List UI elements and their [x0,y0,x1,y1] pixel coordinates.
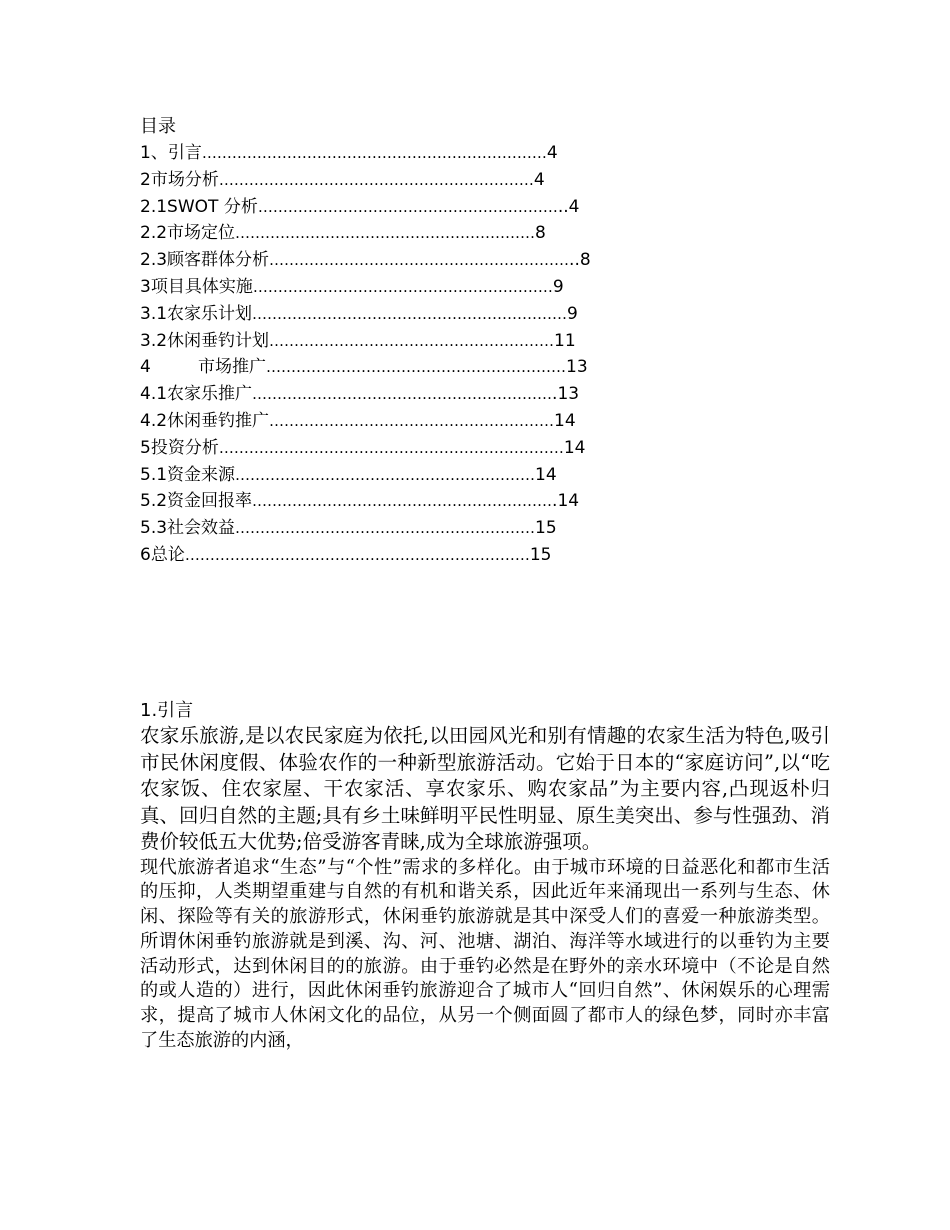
toc-entry-page: .14 [552,491,580,512]
toc-entry [140,462,820,489]
toc-title: 目录 [140,116,176,137]
toc-entry-leader: …………………………………………………… [235,519,536,538]
toc-entry-leader: …………………………………………………… [252,492,553,511]
toc-entry-label: 市场定位 [167,223,236,244]
toc-entry-page: 11 [554,330,576,351]
toc-entry-number: 3.2 [140,330,168,351]
toc-entry-label: 总论 [150,544,185,565]
toc-entry-number: 5.1 [140,464,168,485]
toc-entry-number: 4.1 [140,384,168,405]
toc-entry-number: 2.2 [140,223,168,244]
toc-entry-label: 农家乐计划 [167,303,253,324]
toc-entry-number: 5.3 [140,518,168,539]
toc-entry [140,301,820,328]
toc-entry [140,328,820,355]
toc-entry-number: 2.3 [140,250,168,271]
intro-section [140,698,830,1054]
toc-entry-label: 项目具体实施 [150,276,253,297]
toc-entry [140,515,820,542]
toc-entry-label: 顾客群体分析 [167,250,270,271]
toc-entry [140,381,820,408]
toc-entry-leader: ………………………………………………… [269,411,555,430]
toc-entry-leader: …………………………………………………… [266,358,566,377]
toc-entry-leader: …………………………………………………… [235,465,536,484]
toc-entry [140,247,820,274]
toc-entry-page: ..4 [557,196,580,217]
toc-entry [140,194,820,221]
toc-entry [140,220,820,247]
body-paragraph: 现代旅游者追求“生态”与“个性”需求的多样化。由于城市环境的日益恶化和都市生活的压抑，人类期望重建与自然的有机和谐关系，因此近年来涌现出一系列与生态、休闲、探险等有关的旅游形式，休闲垂钓旅游就是其中深受人们的喜爱一种旅游类型。所谓休闲垂钓旅游就是到溪、沟、河、池塘、湖泊、海洋等水域进行的以垂钓为主要活动形式，达到休闲目的的旅游。由于垂钓必然是在野外的亲水环境中（不论是自然的或人造的）进行，因此休闲垂钓旅游迎合了城市人“回归自然”、休闲娱乐的心理需求，提高了城市人休闲文化的品位，从另一个侧面圆了都市人的绿色梦，同时亦丰富了生态旅游的内涵， [140,856,830,1052]
toc-entry-leader: …………………………………………………… [252,277,553,296]
toc-entry-number: 2.1 [140,196,168,217]
toc-entry-leader: …………………………………………………………… [218,438,564,457]
toc-entry-leader: ………………………………………………… [269,331,555,350]
toc-entry-label: 社会效益 [167,518,236,539]
toc-entry-label: SWOT 分析 [167,196,258,217]
toc-entry-leader: ……………………………………………………… [218,170,534,189]
toc-entry-page: 15 [535,518,557,539]
toc-entry-leader: ……………………………………………………… [252,304,568,323]
toc-entry-leader: …………………………………………………… [257,197,558,216]
toc-entry [140,435,820,462]
toc-entry-number: 4 [140,357,151,378]
toc-entry-label: 资金回报率 [167,491,253,512]
toc-entry [140,408,820,435]
toc-entry-leader: …………………………………………………………… [184,545,530,564]
toc-entry-number: 1、 [140,143,168,163]
toc-entry-label: 资金来源 [167,464,236,485]
toc-entry-label: 市场分析 [150,169,219,190]
toc-entry [140,140,820,167]
toc-entry-number: 5.2 [140,491,168,512]
toc-entry-page: 4 [546,143,558,163]
toc-entry-number: 3 [140,276,151,297]
toc-entry [140,274,820,301]
toc-entry-label: 休闲垂钓计划 [167,330,270,351]
toc-entry-leader: …………………………………………………………… [201,144,547,162]
toc-entry-page: 4 [533,169,545,190]
toc-entry [140,542,820,569]
toc-entry-page: 9 [567,303,578,324]
toc-entry-page: 13 [566,357,588,378]
toc-entry-page: 8 [535,223,546,244]
toc-entry-label: 引言 [167,143,202,163]
toc-entry-number: 5 [140,437,151,458]
toc-entry-page: 15 [529,544,552,565]
toc-entry-number: 3.1 [140,303,168,324]
toc-entry [140,488,820,515]
toc-entry [140,167,820,194]
toc-entry-label: 投资分析 [150,437,219,458]
toc-entry-label: 市场推广 [198,357,266,378]
toc-entry-leader: …………………………………………………… [269,251,570,270]
toc-entry-page: 9 [552,276,564,297]
toc-entry-page: 14 [554,410,576,431]
toc-entry-number: 6 [140,544,151,565]
toc-entry-page: 14 [563,437,586,458]
toc-entry-number: 2 [140,169,151,190]
table-of-contents [140,114,820,569]
toc-entry-label: 农家乐推广 [167,384,253,405]
toc-entry-page: .13 [552,384,580,405]
toc-entry-page: 14 [535,464,557,485]
toc-entry-page: ..8 [569,250,591,271]
toc-entry-leader: …………………………………………………… [235,224,536,243]
body-paragraph: 农家乐旅游,是以农民家庭为依托,以田园风光和别有情趣的农家生活为特色,吸引市民休闲度假、体验农作的一种新型旅游活动。它始于日本的“家庭访问”,以“吃农家饭、住农家屋、干农家活、享农家乐、购农家品”为主要内容,凸现返朴归真、回归自然的主题;具有乡土味鲜明平民性明显、原生美突出、参与性强劲、消费价较低五大优势;倍受游客青睐,成为全球旅游强项。 [140,724,830,853]
toc-entry-leader: …………………………………………………… [252,385,553,404]
section-heading: 1.引言 [140,700,194,721]
toc-entry [140,354,820,381]
toc-entry-number: 4.2 [140,410,168,431]
toc-entry-label: 休闲垂钓推广 [167,410,270,431]
